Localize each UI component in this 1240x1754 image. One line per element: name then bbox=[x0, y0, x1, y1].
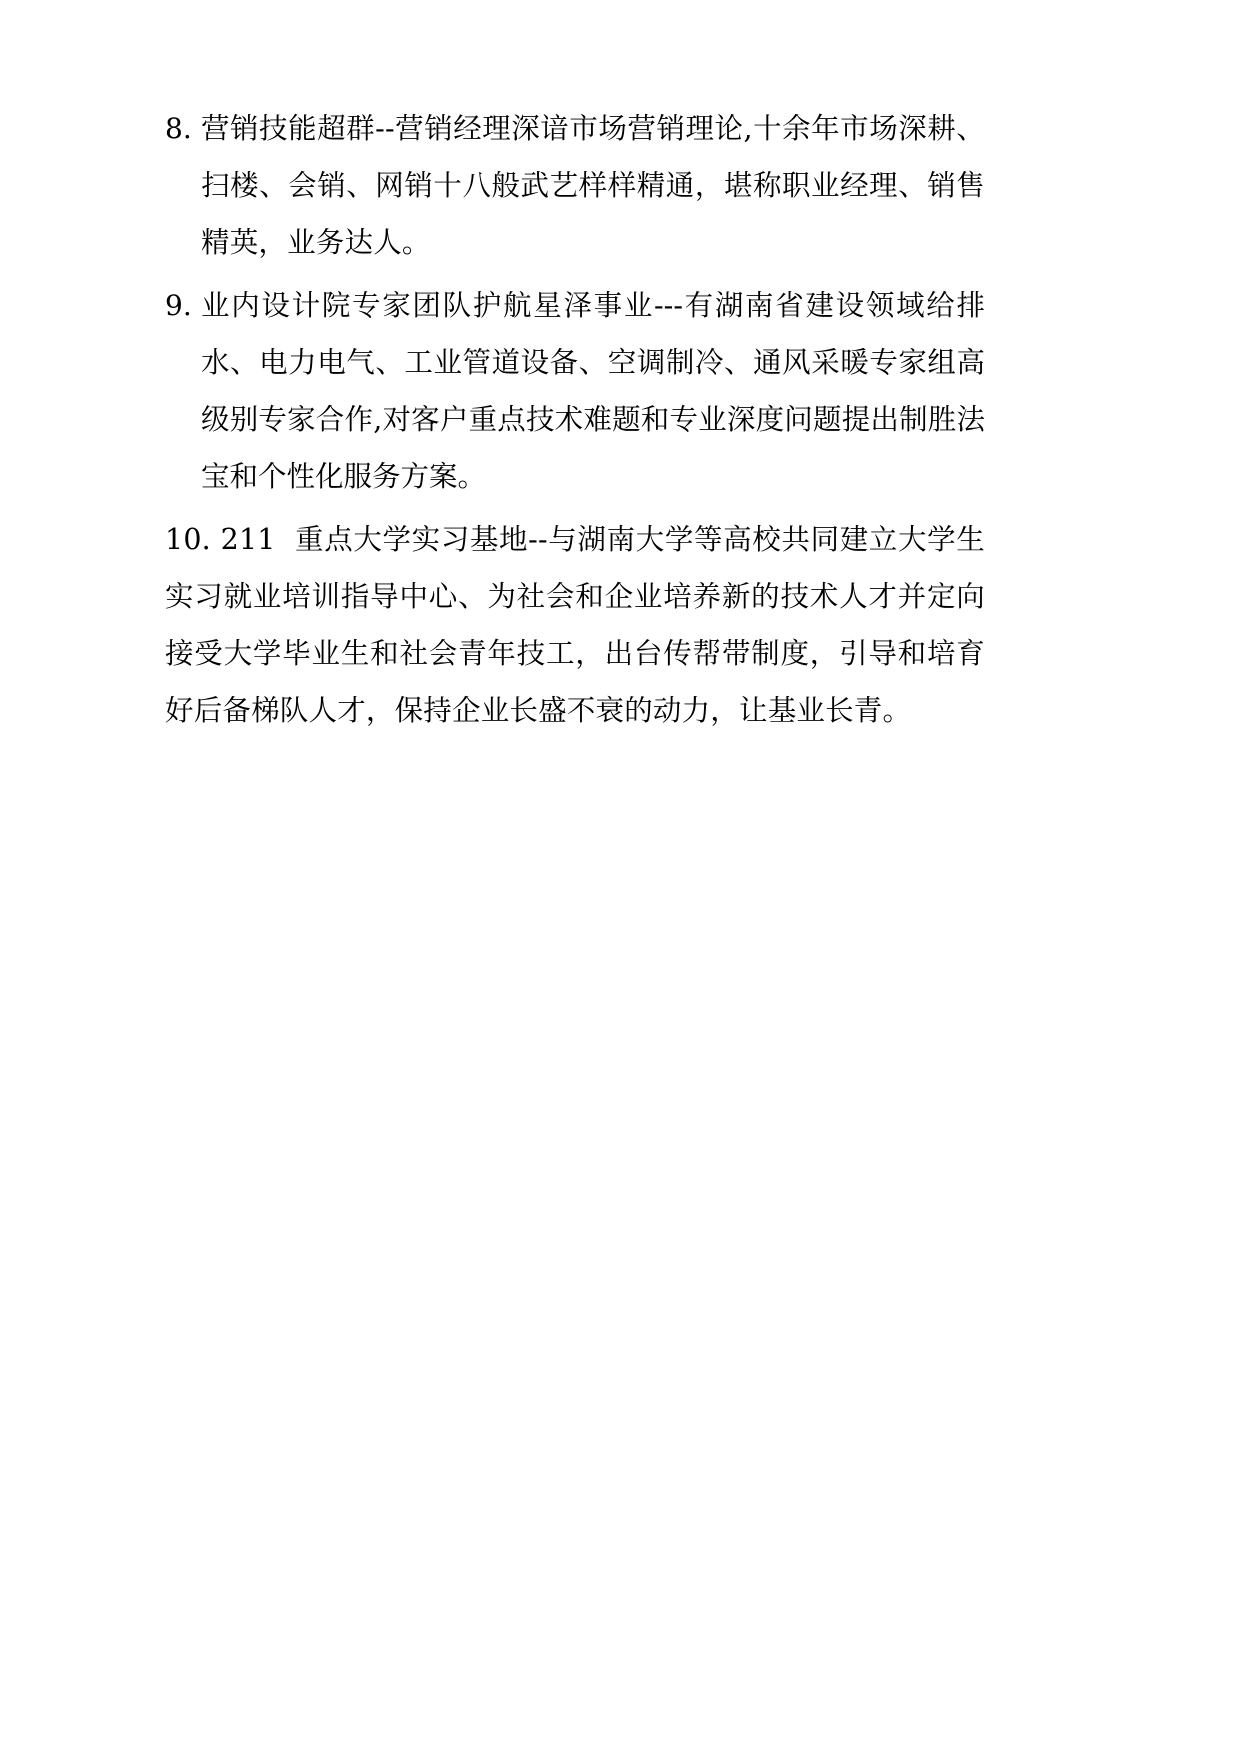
list-item bbox=[165, 100, 985, 271]
list-item-lead: 211 bbox=[220, 523, 276, 556]
list-item-number: 9. bbox=[165, 289, 192, 322]
list-item-number: 8. bbox=[165, 112, 192, 145]
list-item-text: 营销技能超群--营销经理深谙市场营销理论,十余年市场深耕、扫楼、会销、网销十八般武艺样样精通，堪称职业经理、销售精英，业务达人。 bbox=[201, 112, 985, 259]
list-item bbox=[165, 277, 985, 505]
document-body bbox=[165, 100, 985, 739]
list-item-text: 重点大学实习基地--与湖南大学等高校共同建立大学生实习就业培训指导中心、为社会和企业培养新的技术人才并定向接受大学毕业生和社会青年技工，出台传帮带制度，引导和培育好后备梯队人才，保持企业长盛不衰的动力，让基业长青。 bbox=[165, 523, 985, 727]
list-item bbox=[165, 511, 985, 739]
list-item-number: 10. bbox=[165, 523, 211, 556]
list-item-text: 业内设计院专家团队护航星泽事业---有湖南省建设领域给排水、电力电气、工业管道设备、空调制冷、通风采暖专家组高级别专家合作,对客户重点技术难题和专业深度问题提出制胜法宝和个性化服务方案。 bbox=[201, 289, 985, 493]
